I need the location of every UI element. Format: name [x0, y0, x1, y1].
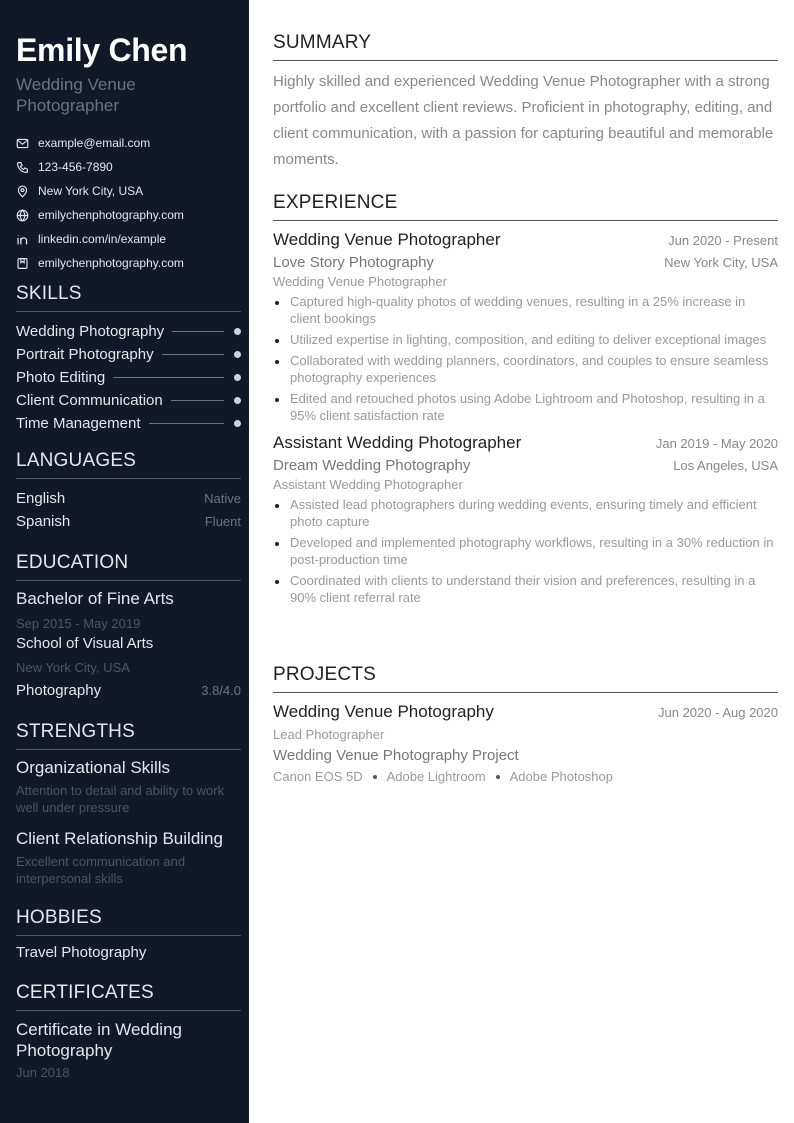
language-item [16, 487, 241, 510]
certificate-date: Jun 2018 [16, 1065, 70, 1080]
projects-section [273, 664, 778, 784]
section-title: SUMMARY [273, 32, 372, 53]
strength-desc: Excellent communication and interpersonal skills [16, 854, 186, 886]
job-bullet: Utilized expertise in lighting, composition, and editing to deliver exceptional images [273, 331, 778, 348]
contact-email-text: example@email.com [38, 136, 151, 150]
job-bullet: Edited and retouched photos using Adobe Lightroom and Photoshop, resulting in a 95% client satisfaction rate [273, 390, 778, 424]
strengths-section [16, 721, 241, 887]
contact-website-text: emilychenphotography.com [38, 208, 184, 222]
globe-icon [16, 209, 29, 222]
divider [16, 935, 241, 936]
summary-text: Highly skilled and experienced Wedding Venue Photographer with a strong portfolio and excellent client reviews. Proficient in photography, editing, and client communication, with a passion for capturing beautiful and memorable moments. [273, 73, 774, 168]
skills-section [16, 283, 241, 435]
section-title: CERTIFICATES [16, 982, 154, 1003]
candidate-name: Emily Chen [16, 32, 188, 68]
certificate-name: Certificate in Wedding Photography [16, 1020, 182, 1060]
job-header [273, 230, 778, 250]
linkedin-icon [16, 233, 29, 246]
job-subtitle: Assistant Wedding Photographer [273, 477, 463, 492]
contact-linkedin[interactable] [16, 227, 184, 251]
skill-line [149, 423, 225, 424]
section-title: LANGUAGES [16, 450, 137, 471]
skill-line [162, 354, 224, 355]
project-title: Wedding Venue Photography [273, 702, 494, 721]
skill-line [113, 377, 224, 378]
job-title: Wedding Venue Photographer [273, 230, 501, 249]
education-dates: Sep 2015 - May 2019 [16, 616, 141, 631]
divider [16, 311, 241, 312]
contact-website[interactable] [16, 203, 184, 227]
skill-item [16, 389, 241, 412]
certificates-section [16, 982, 241, 1080]
project-tools [273, 769, 778, 784]
skill-item [16, 343, 241, 366]
skill-name: Portrait Photography [16, 346, 154, 363]
skill-name: Photo Editing [16, 369, 106, 386]
education-location: New York City, USA [16, 660, 130, 675]
project-role: Lead Photographer [273, 727, 385, 742]
bookmark-icon [16, 257, 29, 270]
contact-portfolio[interactable] [16, 251, 184, 275]
mail-icon [16, 137, 29, 150]
section-title: SKILLS [16, 283, 82, 304]
skill-line [172, 331, 224, 332]
language-item [16, 510, 241, 533]
language-name: English [16, 490, 66, 507]
job-entry [273, 433, 778, 606]
job-bullet: Captured high-quality photos of wedding venues, resulting in a 25% increase in client bookings [273, 293, 778, 327]
divider [16, 580, 241, 581]
skill-item [16, 320, 241, 343]
job-bullets [273, 293, 778, 424]
skill-dot [234, 420, 241, 427]
phone-icon [16, 161, 29, 174]
education-section [16, 552, 241, 701]
contact-phone-text: 123-456-7890 [38, 160, 113, 174]
contact-email[interactable] [16, 131, 184, 155]
section-title: PROJECTS [273, 664, 376, 685]
job-company-row [273, 254, 778, 271]
divider [273, 220, 778, 221]
project-name: Wedding Venue Photography Project [273, 747, 519, 764]
contact-portfolio-text: emilychenphotography.com [38, 256, 184, 270]
skill-name: Wedding Photography [16, 323, 165, 340]
job-company: Love Story Photography [273, 254, 434, 271]
language-level: Native [204, 491, 241, 506]
candidate-role: Wedding Venue Photographer [16, 75, 136, 115]
section-title: EXPERIENCE [273, 192, 398, 213]
skill-dot [234, 328, 241, 335]
experience-section [273, 192, 778, 610]
contact-location-text: New York City, USA [38, 184, 144, 198]
job-bullet: Developed and implemented photography workflows, resulting in a 30% reduction in post-production time [273, 534, 778, 568]
language-name: Spanish [16, 513, 71, 530]
job-location: Los Angeles, USA [673, 458, 778, 473]
section-title: EDUCATION [16, 552, 129, 573]
education-school: School of Visual Arts [16, 635, 154, 652]
job-bullet: Coordinated with clients to understand their vision and preferences, resulting in a 90% client referral rate [273, 572, 778, 606]
job-subtitle: Wedding Venue Photographer [273, 274, 447, 289]
job-bullets [273, 496, 778, 606]
sidebar [0, 0, 249, 1123]
job-dates: Jan 2019 - May 2020 [655, 436, 778, 451]
skill-dot [234, 374, 241, 381]
job-location: New York City, USA [664, 255, 778, 270]
hobby-item: Travel Photography [16, 944, 147, 961]
job-title: Assistant Wedding Photographer [273, 433, 522, 452]
skill-dot [234, 397, 241, 404]
contact-location [16, 179, 184, 203]
divider [16, 749, 241, 750]
divider [273, 60, 778, 61]
location-icon [16, 185, 29, 198]
contact-phone[interactable] [16, 155, 184, 179]
divider [273, 692, 778, 693]
education-field-row [16, 679, 241, 701]
job-dates: Jun 2020 - Present [668, 233, 778, 248]
language-level: Fluent [204, 514, 241, 529]
hobbies-section [16, 907, 241, 961]
summary-section [273, 32, 778, 173]
project-dates: Jun 2020 - Aug 2020 [658, 705, 778, 720]
divider [16, 1010, 241, 1011]
education-field: Photography [16, 681, 102, 699]
divider [16, 478, 241, 479]
job-company-row [273, 457, 778, 474]
skill-name: Client Communication [16, 392, 163, 409]
project-tool: Canon EOS 5D [273, 769, 363, 784]
strength-name: Client Relationship Building [16, 829, 223, 848]
skill-line [171, 400, 224, 401]
section-title: HOBBIES [16, 907, 102, 928]
project-entry [273, 702, 778, 784]
contact-list [16, 131, 184, 275]
job-company: Dream Wedding Photography [273, 457, 471, 474]
languages-section [16, 450, 241, 533]
section-title: STRENGTHS [16, 721, 135, 742]
project-header [273, 702, 778, 722]
skill-dot [234, 351, 241, 358]
skill-item [16, 366, 241, 389]
project-tool: Adobe Photoshop [509, 769, 613, 784]
job-bullet: Collaborated with wedding planners, coordinators, and couples to ensure seamless photography experiences [273, 352, 778, 386]
strength-desc: Attention to detail and ability to work well under pressure [16, 783, 225, 815]
strength-name: Organizational Skills [16, 758, 171, 777]
tool-separator [373, 775, 377, 779]
skill-item [16, 412, 241, 435]
job-entry [273, 230, 778, 424]
contact-linkedin-text: linkedin.com/in/example [38, 232, 167, 246]
education-degree: Bachelor of Fine Arts [16, 589, 174, 608]
job-header [273, 433, 778, 453]
education-gpa: 3.8/4.0 [201, 682, 241, 698]
project-tool: Adobe Lightroom [386, 769, 486, 784]
skill-name: Time Management [16, 415, 141, 432]
tool-separator [496, 775, 500, 779]
job-bullet: Assisted lead photographers during wedding events, ensuring timely and efficient photo capture [273, 496, 778, 530]
